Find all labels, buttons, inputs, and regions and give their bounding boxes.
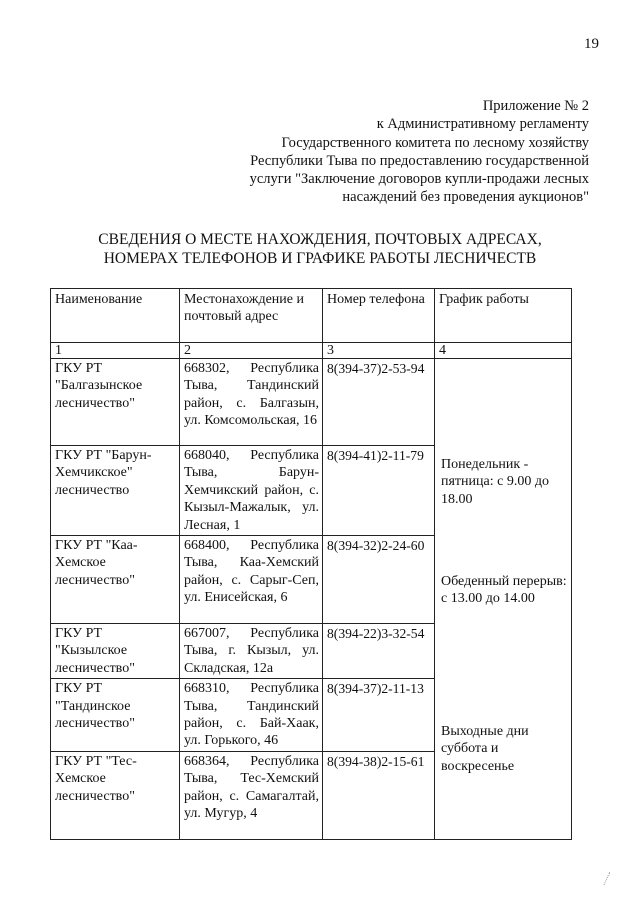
document-title-line-1: СВЕДЕНИЯ О МЕСТЕ НАХОЖДЕНИЯ, ПОЧТОВЫХ АДРЕСАХ, (98, 231, 542, 248)
column-number: 3 (323, 343, 435, 359)
column-number: 2 (180, 343, 323, 359)
schedule-lunch: Обеденный перерыв: с 13.00 до 14.00 (441, 574, 567, 607)
forestry-address: 668302, Республика Тыва, Тандинский район, с. Балгазын, ул. Комсомольская, 16 (180, 359, 323, 446)
forestry-address: 668364, Республика Тыва, Тес-Хемский район, с. Самагалтай, ул. Мугур, 4 (180, 751, 323, 839)
document-title (0, 230, 640, 268)
forestry-name: ГКУ РТ "Барун-Хемчикское" лесничество (51, 446, 180, 536)
scan-mark (603, 872, 615, 888)
forestry-name: ГКУ РТ "Балгазынское лесничество" (51, 359, 180, 446)
header-phone: Номер телефона (323, 289, 435, 343)
schedule-days-off: Выходные дни суббота и воскресенье (441, 724, 529, 774)
work-schedule-cell (435, 359, 572, 840)
appendix-line: насаждений без проведения аукционов" (342, 189, 589, 206)
column-number: 1 (51, 343, 180, 359)
forestry-name: ГКУ РТ "Каа-Хемское лесничество" (51, 536, 180, 624)
table-row (51, 359, 572, 446)
forestry-phone: 8(394-37)2-53-94 (323, 359, 435, 446)
forestry-address: 667007, Республика Тыва, г. Кызыл, ул. Складская, 12а (180, 624, 323, 679)
forestry-phone: 8(394-41)2-11-79 (323, 446, 435, 536)
appendix-line: Государственного комитета по лесному хозяйству (281, 134, 589, 151)
column-number: 4 (435, 343, 572, 359)
header-address: Местонахождение и почтовый адрес (180, 289, 323, 343)
forestry-name: ГКУ РТ "Кызылское лесничество" (51, 624, 180, 679)
forestry-phone: 8(394-37)2-11-13 (323, 679, 435, 752)
appendix-line: Республики Тыва по предоставлению государственной (250, 152, 589, 169)
forestry-phone: 8(394-32)2-24-60 (323, 536, 435, 624)
appendix-line: Приложение № 2 (482, 98, 589, 114)
forestry-phone: 8(394-22)3-32-54 (323, 624, 435, 679)
appendix-header (169, 97, 589, 207)
appendix-line: к Административному регламенту (376, 116, 589, 133)
header-schedule: График работы (435, 289, 572, 343)
column-number-row (51, 343, 572, 359)
page-number: 19 (584, 36, 599, 52)
forestry-name: ГКУ РТ "Тандинское лесничество" (51, 679, 180, 752)
forestry-address: 668400, Республика Тыва, Каа-Хемский район, с. Сарыг-Сеп, ул. Енисейская, 6 (180, 536, 323, 624)
forestry-address: 668310, Республика Тыва, Тандинский район, с. Бай-Хаак, ул. Горького, 46 (180, 679, 323, 752)
header-name: Наименование (51, 289, 180, 343)
forestry-name: ГКУ РТ "Тес-Хемское лесничество" (51, 751, 180, 839)
schedule-weekdays: Понедельник - пятница: с 9.00 до 18.00 (441, 457, 549, 507)
appendix-line: услуги "Заключение договоров купли-продажи лесных (249, 171, 589, 188)
table-header-row (51, 289, 572, 343)
document-title-line-2: НОМЕРАХ ТЕЛЕФОНОВ И ГРАФИКЕ РАБОТЫ ЛЕСНИЧЕСТВ (103, 250, 537, 267)
forestry-table (50, 288, 572, 840)
forestry-address: 668040, Республика Тыва, Барун-Хемчикский район, с. Кызыл-Мажалык, ул. Лесная, 1 (180, 446, 323, 536)
forestry-phone: 8(394-38)2-15-61 (323, 751, 435, 839)
